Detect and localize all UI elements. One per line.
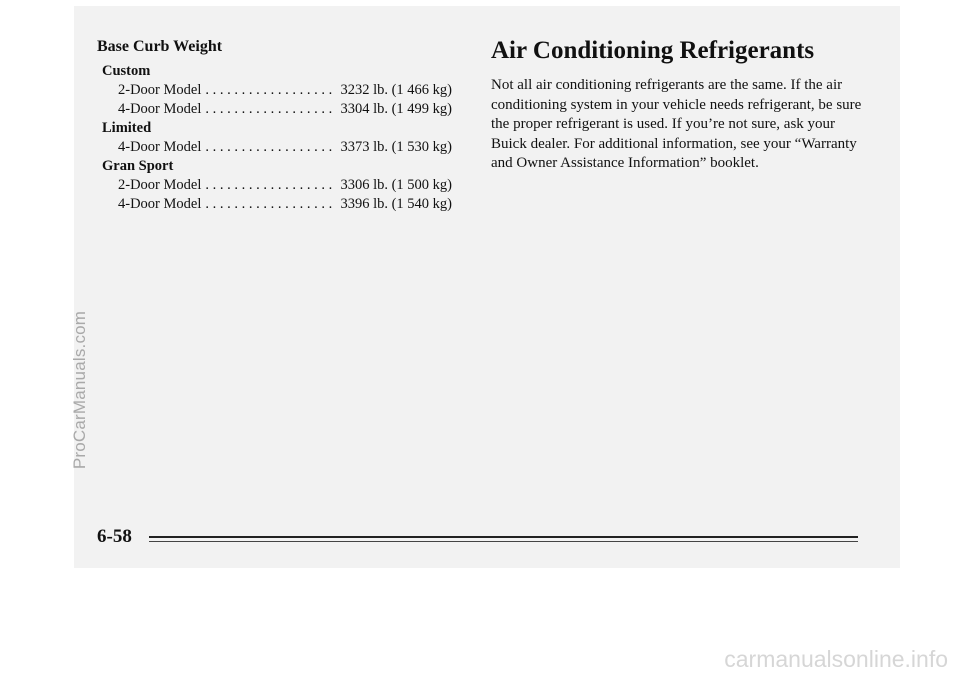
group-label: Limited — [102, 120, 152, 136]
weight-value: 3232 lb. (1 466 kg) — [340, 82, 452, 98]
footer-rule-thin — [149, 541, 858, 542]
weight-row — [118, 81, 452, 100]
refrigerants-section — [491, 36, 871, 174]
refrigerants-body: Not all air conditioning refrigerants are the same. If the air conditioning system in your vehicle needs refrigerant, be sure the proper refrigerant is used. If you’re not sure, ask your Buick dealer. For additional information, see your “Warranty and Owner Assistance Information” booklet. — [491, 77, 862, 172]
weight-group-gran-sport — [97, 157, 457, 214]
refrigerants-heading: Air Conditioning Refrigerants — [491, 37, 815, 64]
model-name: 2-Door Model — [118, 82, 202, 98]
weight-row — [118, 195, 452, 214]
bottom-watermark: carmanualsonline.info — [724, 646, 948, 672]
model-name: 4-Door Model — [118, 196, 202, 212]
footer-rule — [149, 536, 858, 538]
model-name: 4-Door Model — [118, 101, 202, 117]
page-number: 6-58 — [97, 526, 132, 547]
dot-leader — [205, 100, 334, 119]
weight-value: 3373 lb. (1 530 kg) — [340, 139, 452, 155]
weight-row — [118, 100, 452, 119]
weight-group-custom — [97, 62, 457, 119]
group-label: Custom — [102, 63, 151, 79]
weight-row — [118, 176, 452, 195]
weight-value: 3304 lb. (1 499 kg) — [340, 101, 452, 117]
weight-value: 3396 lb. (1 540 kg) — [340, 196, 452, 212]
dot-leader — [205, 81, 334, 100]
model-name: 4-Door Model — [118, 139, 202, 155]
weight-group-limited — [97, 119, 457, 157]
dot-leader — [205, 195, 334, 214]
dot-leader — [205, 176, 334, 195]
curb-weight-section — [97, 38, 457, 214]
weight-row — [118, 138, 452, 157]
curb-weight-heading: Base Curb Weight — [97, 38, 223, 55]
model-name: 2-Door Model — [118, 177, 202, 193]
weight-value: 3306 lb. (1 500 kg) — [340, 177, 452, 193]
dot-leader — [205, 138, 334, 157]
group-label: Gran Sport — [102, 158, 174, 174]
side-watermark: ProCarManuals.com — [70, 310, 89, 470]
